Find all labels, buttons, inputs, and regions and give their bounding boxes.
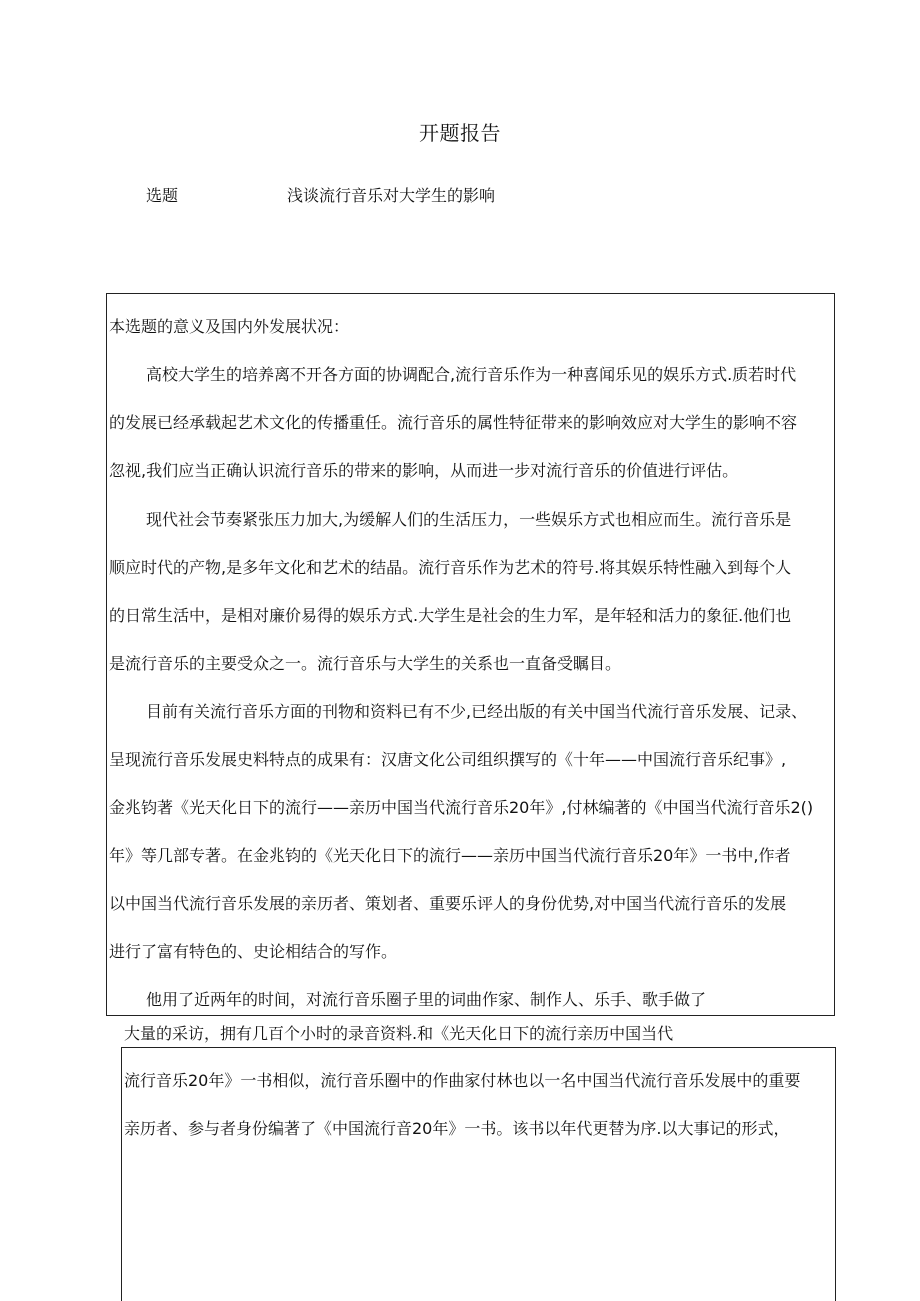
topic-label: 选题 — [146, 186, 179, 205]
paragraph-line: 年》等几部专著。在金兆钧的《光天化日下的流行——亲历中国当代流行音乐20年》一书中,作者 — [109, 846, 791, 865]
paragraph-line: 进行了富有特色的、史论相结合的写作。 — [109, 942, 398, 961]
paragraph-line: 是流行音乐的主要受众之一。流行音乐与大学生的关系也一直备受瞩目。 — [109, 654, 622, 673]
paragraph-line: 以中国当代流行音乐发展的亲历者、策划者、重要乐评人的身份优势,对中国当代流行音乐的发展 — [109, 894, 787, 913]
topic-value: 浅谈流行音乐对大学生的影响 — [287, 186, 496, 205]
paragraph-line: 目前有关流行音乐方面的刊物和资料已有不少,已经出版的有关中国当代流行音乐发展、记录、 — [146, 702, 808, 721]
paragraph-line: 亲历者、参与者身份编著了《中国流行音20年》一书。该书以年代更替为序.以大事记的形式， — [124, 1119, 790, 1138]
paragraph-line: 呈现流行音乐发展史料特点的成果有：汉唐文化公司组织撰写的《十年——中国流行音乐纪事》, — [109, 750, 787, 769]
paragraph-line: 金兆钧著《光天化日下的流行——亲历中国当代流行音乐20年》,付林编著的《中国当代流行音乐2() — [109, 798, 814, 817]
paragraph-line: 现代社会节奏紧张压力加大,为缓解人们的生活压力，一些娱乐方式也相应而生。流行音乐是 — [146, 510, 792, 529]
paragraph-line: 大量的采访，拥有几百个小时的录音资料.和《光天化日下的流行亲历中国当代 — [124, 1024, 674, 1043]
paragraph-line: 的发展已经承载起艺术文化的传播重任。流行音乐的属性特征带来的影响效应对大学生的影响不容 — [109, 413, 798, 432]
paragraph-line: 高校大学生的培养离不开各方面的协调配合,流行音乐作为一种喜闻乐见的娱乐方式.质若时代 — [146, 365, 797, 384]
paragraph-line: 的日常生活中，是相对廉价易得的娱乐方式.大学生是社会的生力军，是年轻和活力的象征.他们也 — [109, 606, 792, 625]
paragraph-line: 他用了近两年的时间，对流行音乐圈子里的词曲作家、制作人、乐手、歌手做了 — [146, 990, 707, 1009]
section-heading: 本选题的意义及国内外发展状况： — [109, 317, 350, 336]
paragraph-line: 顺应时代的产物,是多年文化和艺术的结晶。流行音乐作为艺术的符号.将其娱乐特性融入到每个人 — [109, 558, 792, 577]
paragraph-line: 忽视,我们应当正确认识流行音乐的带来的影响，从而进一步对流行音乐的价值进行评估。 — [109, 461, 739, 480]
page-title: 开题报告 — [419, 121, 501, 145]
paragraph-line: 流行音乐20年》一书相似，流行音乐圈中的作曲家付林也以一名中国当代流行音乐发展中的重要 — [124, 1071, 801, 1090]
